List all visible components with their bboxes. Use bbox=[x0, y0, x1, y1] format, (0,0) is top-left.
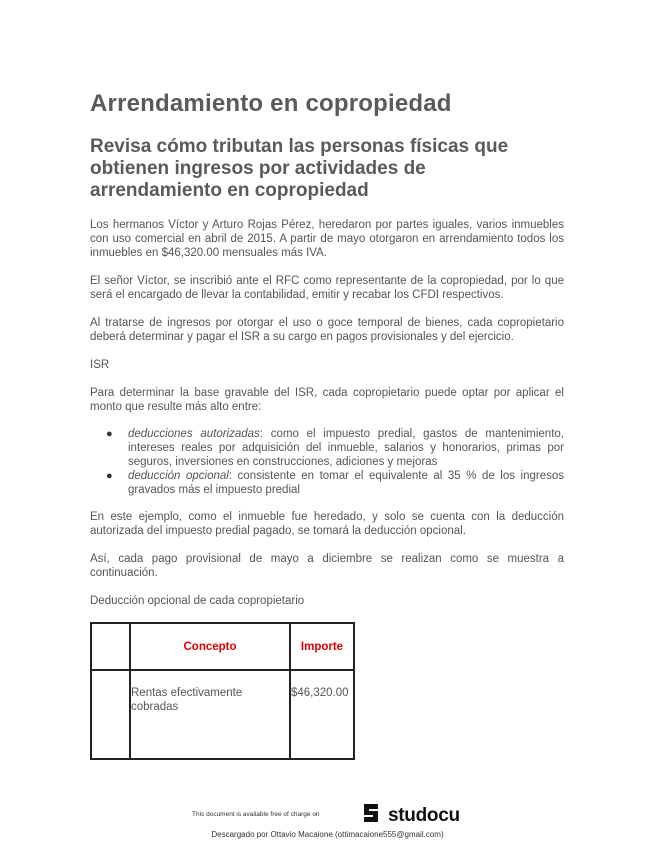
bullet-term: deducciones autorizadas bbox=[128, 428, 260, 440]
table-cell-importe: $46,320.00 bbox=[290, 670, 354, 759]
studocu-logo[interactable] bbox=[358, 800, 460, 831]
paragraph-representative: El señor Víctor, se inscribió ante el RFC como representante de la copropiedad, por lo que será el encargado de llevar la contabilidad, emitir y recabar los CFDI respectivos. bbox=[90, 275, 564, 301]
table-caption: Deducción opcional de cada copropietario bbox=[90, 595, 305, 607]
bullet-text: : consistente en tomar el equivalente al 35 % de los ingresos gravados más el impuesto predial bbox=[128, 470, 564, 496]
bullet-term: deducción opcional bbox=[128, 470, 229, 482]
bullet-text: : como el impuesto predial, gastos de mantenimiento, intereses reales por adquisición del inmueble, salarios y honorarios, primas por seguros, inversiones en construcciones, adiciones y mejoras bbox=[128, 428, 564, 468]
table-header-row bbox=[91, 623, 354, 670]
table-header-cell-blank bbox=[91, 623, 130, 670]
downloaded-by-note: Descargado por Ottavio Macaione (ottimacaione555@gmail.com) bbox=[211, 830, 444, 839]
paragraph-obligations: Al tratarse de ingresos por otorgar el uso o goce temporal de bienes, cada copropietario deberá determinar y pagar el ISR a su cargo en pagos provisionales y del ejercicio. bbox=[90, 317, 564, 343]
studocu-brand: studocu bbox=[388, 804, 460, 826]
list-item bbox=[90, 427, 564, 469]
list-item bbox=[90, 469, 564, 497]
paragraph-base-gravable: Para determinar la base gravable del ISR, cada copropietario puede optar por aplicar el monto que resulte más alto entre: bbox=[90, 387, 564, 413]
paragraph-monthly-payments: Así, cada pago provisional de mayo a diciembre se realizan como se muestra a continuación. bbox=[90, 553, 564, 579]
studocu-logo-icon bbox=[358, 800, 384, 831]
deduction-options-list bbox=[90, 427, 564, 497]
deduction-table bbox=[90, 622, 355, 760]
table-header-importe: Importe bbox=[290, 623, 354, 670]
bullet-icon: ● bbox=[106, 470, 113, 482]
page-subtitle: Revisa cómo tributan las personas físicas que obtienen ingresos por actividades de arrendamiento en copropiedad bbox=[90, 136, 509, 201]
paragraph-intro: Los hermanos Víctor y Arturo Rojas Pérez, heredaron por partes iguales, varios inmuebles con uso comercial en abril de 2015. A partir de mayo otorgaron en arrendamiento todos los inmuebles en $46,320.00 mensuales más IVA. bbox=[90, 219, 564, 259]
bullet-icon: ● bbox=[106, 428, 113, 440]
availability-note: This document is available free of charge on bbox=[192, 811, 320, 818]
table-cell-concepto: Rentas efectivamente cobradas bbox=[130, 670, 290, 759]
section-heading-isr: ISR bbox=[90, 359, 110, 371]
page-title: Arrendamiento en copropiedad bbox=[90, 90, 452, 117]
table-header-concepto: Concepto bbox=[130, 623, 290, 670]
table-row bbox=[91, 670, 354, 759]
table-cell-blank bbox=[91, 670, 130, 759]
paragraph-example: En este ejemplo, como el inmueble fue heredado, y solo se cuenta con la deducción autorizada del impuesto predial pagado, se tomará la deducción opcional. bbox=[90, 511, 564, 537]
